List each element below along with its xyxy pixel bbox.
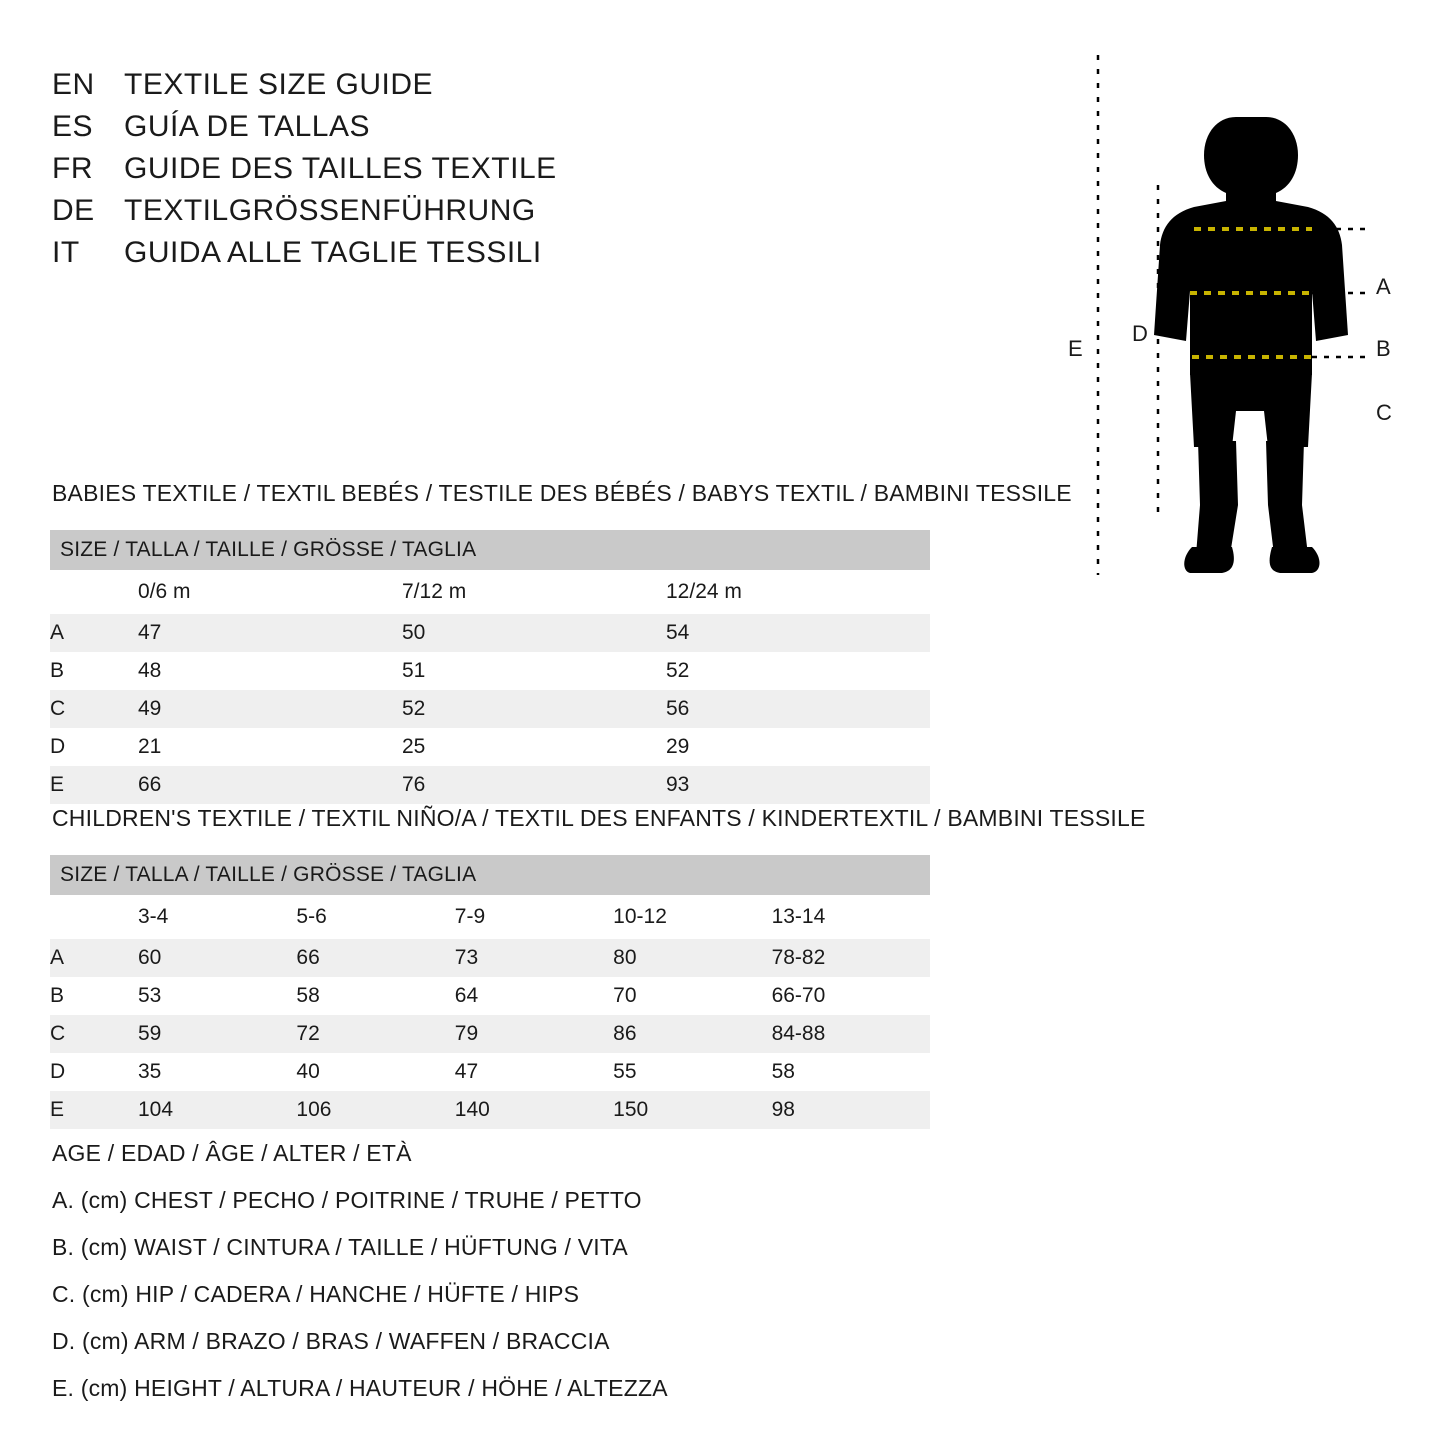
silhouette-svg: [1040, 55, 1420, 575]
cell-value: 48: [138, 652, 402, 690]
babies-section-title: BABIES TEXTILE / TEXTIL BEBÉS / TESTILE DES BÉBÉS / BABYS TEXTIL / BAMBINI TESSILE: [52, 480, 1072, 506]
babies-band-label: SIZE / TALLA / TAILLE / GRÖSSE / TAGLIA: [50, 530, 930, 570]
table-column-header-row: [50, 570, 930, 614]
table-row: [50, 652, 930, 690]
language-title: TEXTILGRÖSSENFÜHRUNG: [124, 194, 536, 227]
cell-value: 66: [296, 939, 454, 977]
cell-value: 76: [402, 766, 666, 804]
cell-value: 56: [666, 690, 930, 728]
table-row: [50, 690, 930, 728]
cell-value: 66-70: [772, 977, 930, 1015]
figure-label-b: B: [1376, 336, 1391, 361]
figure-label-d: D: [1132, 321, 1148, 346]
column-header: 13-14: [772, 895, 930, 939]
figure-label-e: E: [1068, 336, 1083, 361]
figure-label-a: A: [1376, 274, 1391, 299]
cell-value: 47: [138, 614, 402, 652]
measurement-legend: [52, 1140, 668, 1422]
row-label: C: [50, 690, 138, 728]
cell-value: 51: [402, 652, 666, 690]
cell-value: 72: [296, 1015, 454, 1053]
language-title: GUIDA ALLE TAGLIE TESSILI: [124, 236, 542, 269]
table-band-row: [50, 530, 930, 570]
cell-value: 98: [772, 1091, 930, 1129]
cell-value: 54: [666, 614, 930, 652]
cell-value: 52: [402, 690, 666, 728]
row-label: B: [50, 977, 138, 1015]
column-header: 0/6 m: [138, 570, 402, 614]
language-row: [52, 194, 672, 228]
row-label: A: [50, 939, 138, 977]
cell-value: 80: [613, 939, 771, 977]
cell-value: 70: [613, 977, 771, 1015]
column-header: 10-12: [613, 895, 771, 939]
language-title: TEXTILE SIZE GUIDE: [124, 68, 434, 101]
cell-value: 106: [296, 1091, 454, 1129]
column-header: 12/24 m: [666, 570, 930, 614]
column-header: 7/12 m: [402, 570, 666, 614]
cell-value: 66: [138, 766, 402, 804]
row-label: B: [50, 652, 138, 690]
babies-size-table: [50, 530, 930, 804]
cell-value: 58: [772, 1053, 930, 1091]
table-row: [50, 1015, 930, 1053]
cell-value: 47: [455, 1053, 613, 1091]
cell-value: 78-82: [772, 939, 930, 977]
table-band-row: [50, 855, 930, 895]
language-code: EN: [52, 68, 95, 101]
legend-line-arm: D. (cm) ARM / BRAZO / BRAS / WAFFEN / BRACCIA: [52, 1328, 610, 1354]
cell-value: 50: [402, 614, 666, 652]
cell-value: 59: [138, 1015, 296, 1053]
empty-corner-cell: [50, 895, 138, 939]
cell-value: 150: [613, 1091, 771, 1129]
column-header: 3-4: [138, 895, 296, 939]
row-label: E: [50, 766, 138, 804]
language-title: GUÍA DE TALLAS: [124, 110, 370, 143]
row-label: D: [50, 1053, 138, 1091]
language-row: [52, 236, 672, 270]
cell-value: 49: [138, 690, 402, 728]
children-size-table: [50, 855, 930, 1129]
legend-line-chest: A. (cm) CHEST / PECHO / POITRINE / TRUHE / PETTO: [52, 1187, 642, 1213]
language-code: ES: [52, 110, 94, 143]
cell-value: 60: [138, 939, 296, 977]
children-section-title: CHILDREN'S TEXTILE / TEXTIL NIÑO/A / TEXTIL DES ENFANTS / KINDERTEXTIL / BAMBINI TESSILE: [52, 805, 1146, 831]
row-label: A: [50, 614, 138, 652]
language-row: [52, 110, 672, 144]
cell-value: 86: [613, 1015, 771, 1053]
table-row: [50, 1091, 930, 1129]
legend-line-waist: B. (cm) WAIST / CINTURA / TAILLE / HÜFTUNG / VITA: [52, 1234, 628, 1260]
table-column-header-row: [50, 895, 930, 939]
cell-value: 21: [138, 728, 402, 766]
column-header: 7-9: [455, 895, 613, 939]
legend-line-age: AGE / EDAD / ÂGE / ALTER / ETÀ: [52, 1140, 412, 1166]
cell-value: 84-88: [772, 1015, 930, 1053]
table-row: [50, 939, 930, 977]
cell-value: 104: [138, 1091, 296, 1129]
empty-corner-cell: [50, 570, 138, 614]
cell-value: 93: [666, 766, 930, 804]
table-row: [50, 1053, 930, 1091]
language-row: [52, 152, 672, 186]
language-title: GUIDE DES TAILLES TEXTILE: [124, 152, 557, 185]
child-silhouette: [1154, 117, 1348, 573]
body-measurement-figure: [1040, 55, 1420, 575]
cell-value: 35: [138, 1053, 296, 1091]
cell-value: 53: [138, 977, 296, 1015]
language-row: [52, 68, 672, 102]
table-row: [50, 728, 930, 766]
cell-value: 25: [402, 728, 666, 766]
column-header: 5-6: [296, 895, 454, 939]
row-label: D: [50, 728, 138, 766]
cell-value: 55: [613, 1053, 771, 1091]
language-code: FR: [52, 152, 93, 185]
children-band-label: SIZE / TALLA / TAILLE / GRÖSSE / TAGLIA: [50, 855, 930, 895]
language-code: DE: [52, 194, 95, 227]
cell-value: 40: [296, 1053, 454, 1091]
legend-line-height: E. (cm) HEIGHT / ALTURA / HAUTEUR / HÖHE / ALTEZZA: [52, 1375, 668, 1401]
cell-value: 29: [666, 728, 930, 766]
row-label: E: [50, 1091, 138, 1129]
cell-value: 52: [666, 652, 930, 690]
cell-value: 73: [455, 939, 613, 977]
language-code: IT: [52, 236, 80, 269]
table-row: [50, 766, 930, 804]
legend-line-hip: C. (cm) HIP / CADERA / HANCHE / HÜFTE / HIPS: [52, 1281, 580, 1307]
table-row: [50, 614, 930, 652]
figure-label-c: C: [1376, 400, 1392, 425]
cell-value: 58: [296, 977, 454, 1015]
cell-value: 64: [455, 977, 613, 1015]
table-row: [50, 977, 930, 1015]
cell-value: 79: [455, 1015, 613, 1053]
row-label: C: [50, 1015, 138, 1053]
cell-value: 140: [455, 1091, 613, 1129]
language-header: [52, 68, 672, 278]
